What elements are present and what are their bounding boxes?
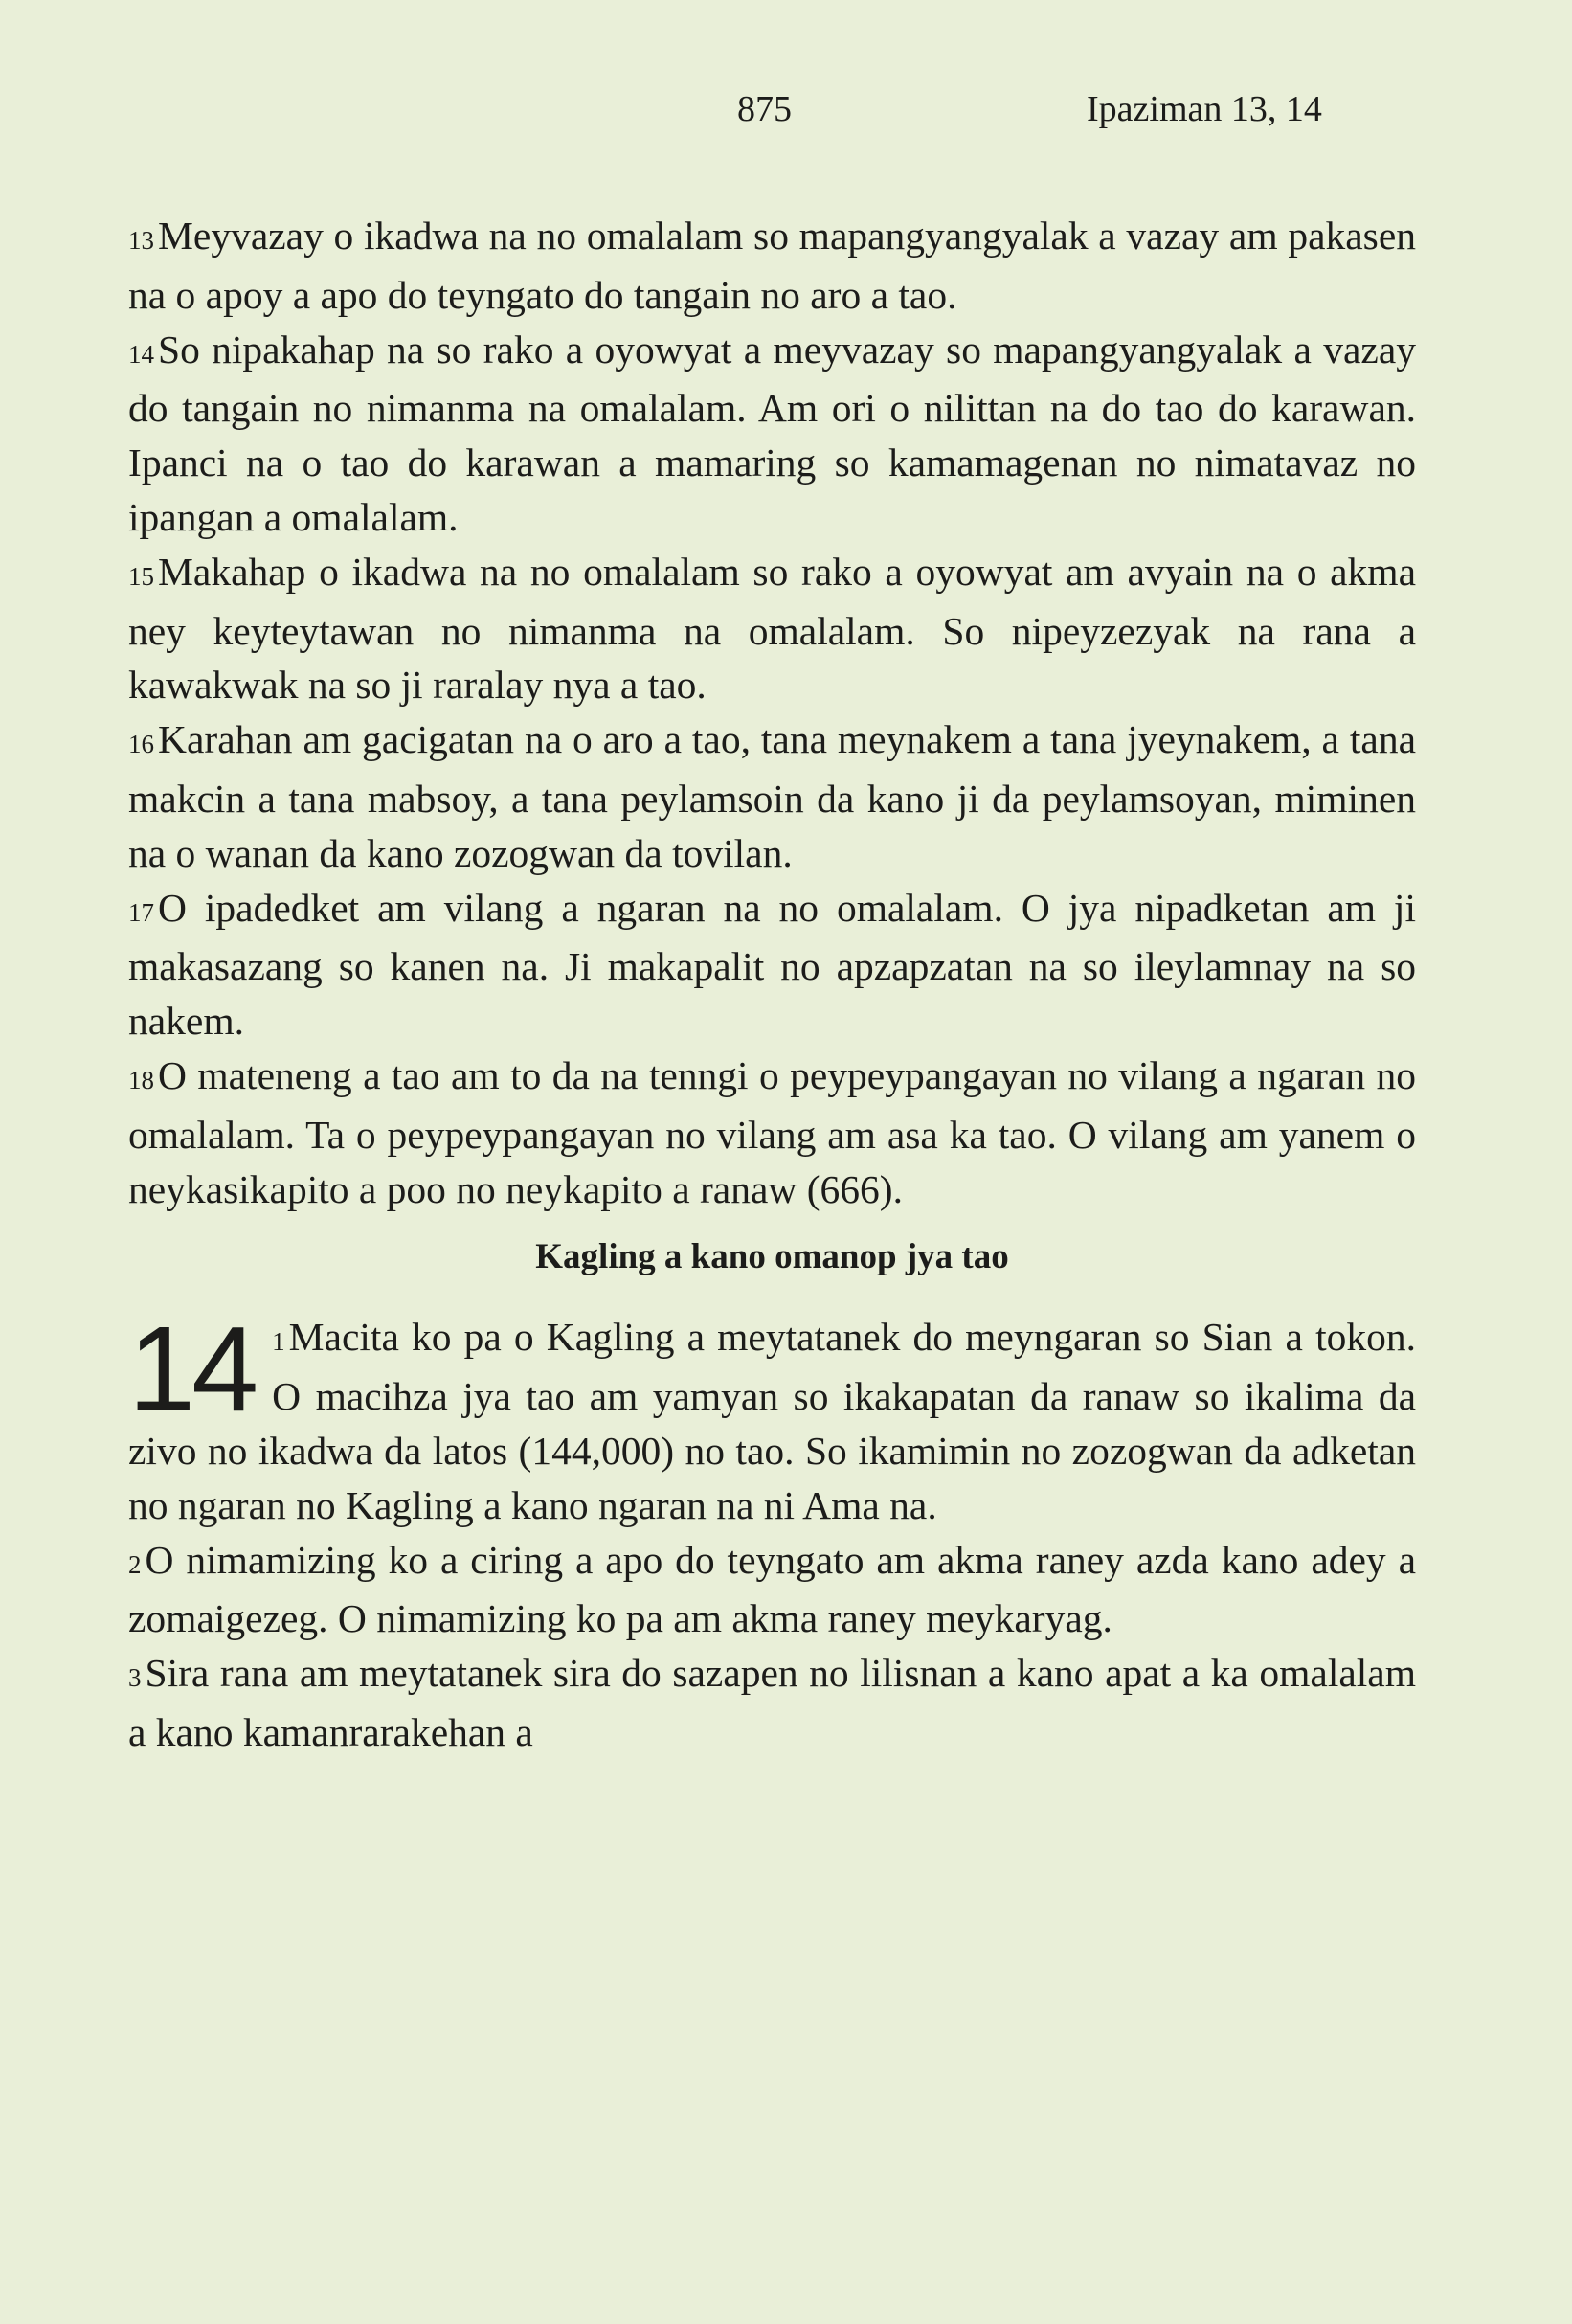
verse-number: 13: [128, 226, 154, 255]
verse: [128, 209, 1416, 323]
verse-number: 14: [128, 339, 154, 369]
verse-text: Karahan am gacigatan na o aro a tao, tana meynakem a tana jyeynakem, a tana makcin a tana mabsoy, a tana peylamsoin da kano ji da peylamsoyan, miminen na o wanan da kano zozogwan da tovilan.: [128, 717, 1416, 875]
verse-text: O mateneng a tao am to da na tenngi o peypeypangayan no vilang a ngaran no omalalam. Ta o peypeypangayan no vilang am asa ka tao. O vilang am yanem o neykasikapito a poo no neykapito a ranaw (666).: [128, 1052, 1416, 1211]
verse-text: Makahap o ikadwa na no omalalam so rako a oyowyat am avyain na o akma ney keyteytawan no nimanma na omalalam. So nipeyzezyak na rana a kawakwak na so ji raralay nya a tao.: [128, 549, 1416, 708]
verse: [128, 545, 1416, 712]
verse: [128, 323, 1416, 545]
verse-number: 2: [128, 1549, 142, 1579]
page-header: [0, 88, 1572, 146]
section-heading: Kagling a kano omanop jya tao: [535, 1237, 1009, 1277]
verse-number: 1: [272, 1327, 285, 1357]
verse-number: 3: [128, 1663, 142, 1693]
verse-number: 18: [128, 1065, 154, 1094]
verse-text: O ipadedket am vilang a ngaran na no omalalam. O jya nipadketan am ji makasazang so kanen na. Ji makapalit no apzapzatan na so ileylamnay na so nakem.: [128, 885, 1416, 1044]
verse: [128, 1533, 1416, 1647]
chapter-number: 14: [128, 1301, 256, 1437]
running-head: Ipaziman 13, 14: [1087, 89, 1322, 129]
verse-number: 16: [128, 730, 154, 759]
verse: [128, 712, 1416, 880]
verse-text: Sira rana am meytatanek sira do sazapen no lilisnan a kano apat a ka omalalam a kano kamanrarakehan a: [128, 1651, 1416, 1754]
verse-number: 15: [128, 561, 154, 591]
verse-number: 17: [128, 897, 154, 927]
verse: [128, 1301, 1416, 1532]
verse: [128, 1646, 1416, 1760]
verse-text: So nipakahap na so rako a oyowyat a meyvazay so mapangyangyalak a vazay do tangain no nimanma na omalalam. Am ori o nilittan na do tao do karawan. Ipanci na o tao do karawan a mamaring so kamamagenan no nimatavaz no ipangan a omalalam.: [128, 327, 1416, 539]
verse: [128, 881, 1416, 1049]
page-number: 875: [737, 89, 792, 129]
verse-text: O nimamizing ko a ciring a apo do teyngato am akma raney azda kano adey a zomaigezeg. O nimamizing ko pa am akma raney meykaryag.: [128, 1537, 1416, 1641]
body-text: [128, 209, 1416, 1760]
verse-text: Meyvazay o ikadwa na no omalalam so mapangyangyalak a vazay am pakasen na o apoy a apo do teyngato do tangain no aro a tao.: [128, 214, 1416, 317]
verse: [128, 1049, 1416, 1216]
verse-text: Macita ko pa o Kagling a meytatanek do meyngaran so Sian a tokon. O macihza jya tao am yamyan so ikakapatan da ranaw so ikalima da zivo no ikadwa da latos (144,000) no tao. So ikamimin no zozogwan da adketan no ngaran no Kagling a kano ngaran na ni Ama na.: [128, 1315, 1416, 1527]
